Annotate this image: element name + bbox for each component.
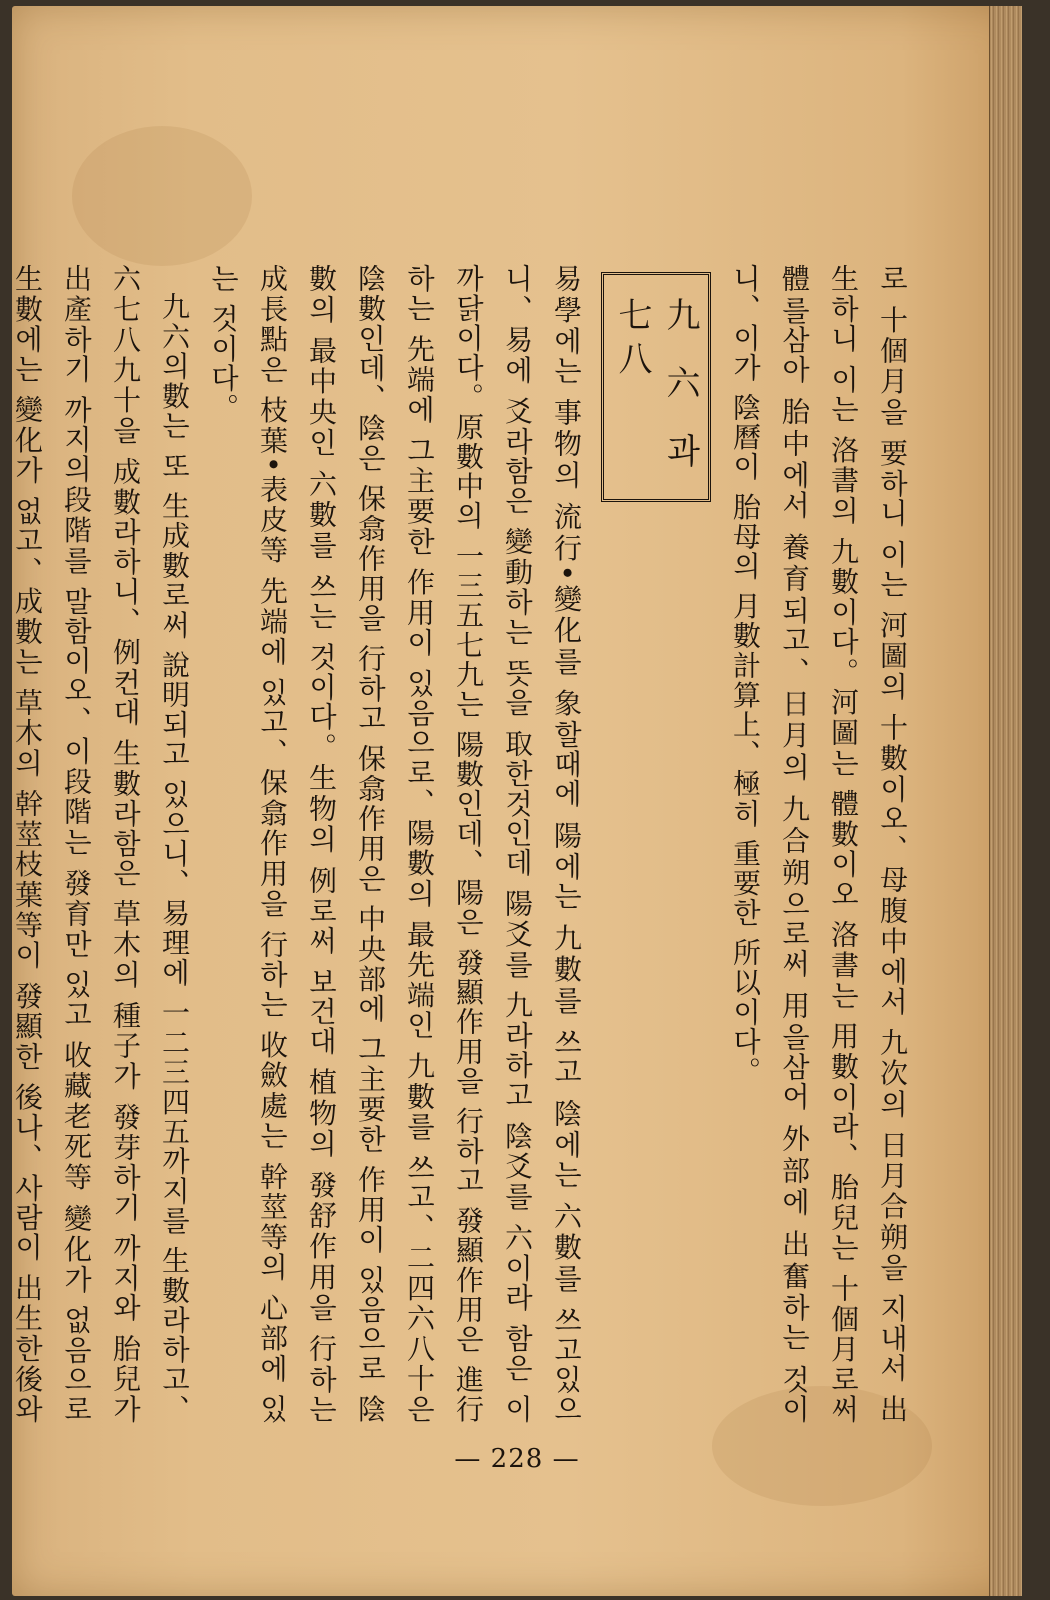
- paper-stain: [72, 126, 252, 266]
- page-number: — 228 —: [454, 1444, 580, 1474]
- section-heading-box: 九六과 七八: [601, 272, 711, 502]
- paragraph-generation-numbers: 九六의數는 또 生成數로써 說明되고 있으니、易理에 一二三四五까지를 生數라하고、六七八九十을 成數라하니、例컨대 生數라함은 草木의 種子가 發芽하기 까지와 胎兒가 出產하기 까지의段階를 말함이오、이段階는 發育만 있고 收藏老死等 變化가 없음으로 生數에는 變化가 없고、成數는 草木의 幹莖枝葉等이 發顯한 後나、사람이 出生한後와: [11, 264, 191, 1424]
- page-edge-stack: [989, 6, 1022, 1596]
- vertical-text-block: [11, 264, 917, 1424]
- paragraph-intro: 로 十個月을 要하니 이는 河圖의 十數이오、母腹中에서 九次의 日月合朔을 지내서 出生하니 이는 洛書의 九數이다。河圖는 體數이오 洛書는 用數이라、胎兒는 十個月로써 體를삼아 胎中에서 養育되고、日月의 九合朔으로써 用을삼어 外部에 出奮하는 것이니、이가 陰曆이 胎母의 月數計算上、極히 重要한 所以이다。: [729, 264, 909, 1424]
- paragraph-nine-six: 易學에는 事物의 流行•變化를 象할때에 陽에는 九數를 쓰고 陰에는 六數를 쓰고있으니、易에 爻라함은 變動하는 뜻을 取한것인데 陽爻를 九라하고 陰爻를 六이라 함은 이 까닭이다。原數中의 一三五七九는 陽數인데、陽은 發顯作用을 行하고 發顯作用은 進行하는 先端에 그主要한 作用이 있음으로、陽數의 最先端인 九數를 쓰고、二四六八十은 陰數인데、陰은 保翕作用을 行하고 保翕作用은 中央部에 그主要한 作用이 있음으로 陰數의 最中央인 六數를 쓰는 것이다。生物의 例로써 보건대 植物의 發舒作用을 行하는 成長點은 枝葉•表皮等 先端에 있고、保翕作用을 行하는 收斂處는 幹莖等의 心部에 있는 것이다。: [207, 264, 583, 1424]
- book-page: [12, 6, 1022, 1596]
- section-heading-row: [591, 264, 721, 1424]
